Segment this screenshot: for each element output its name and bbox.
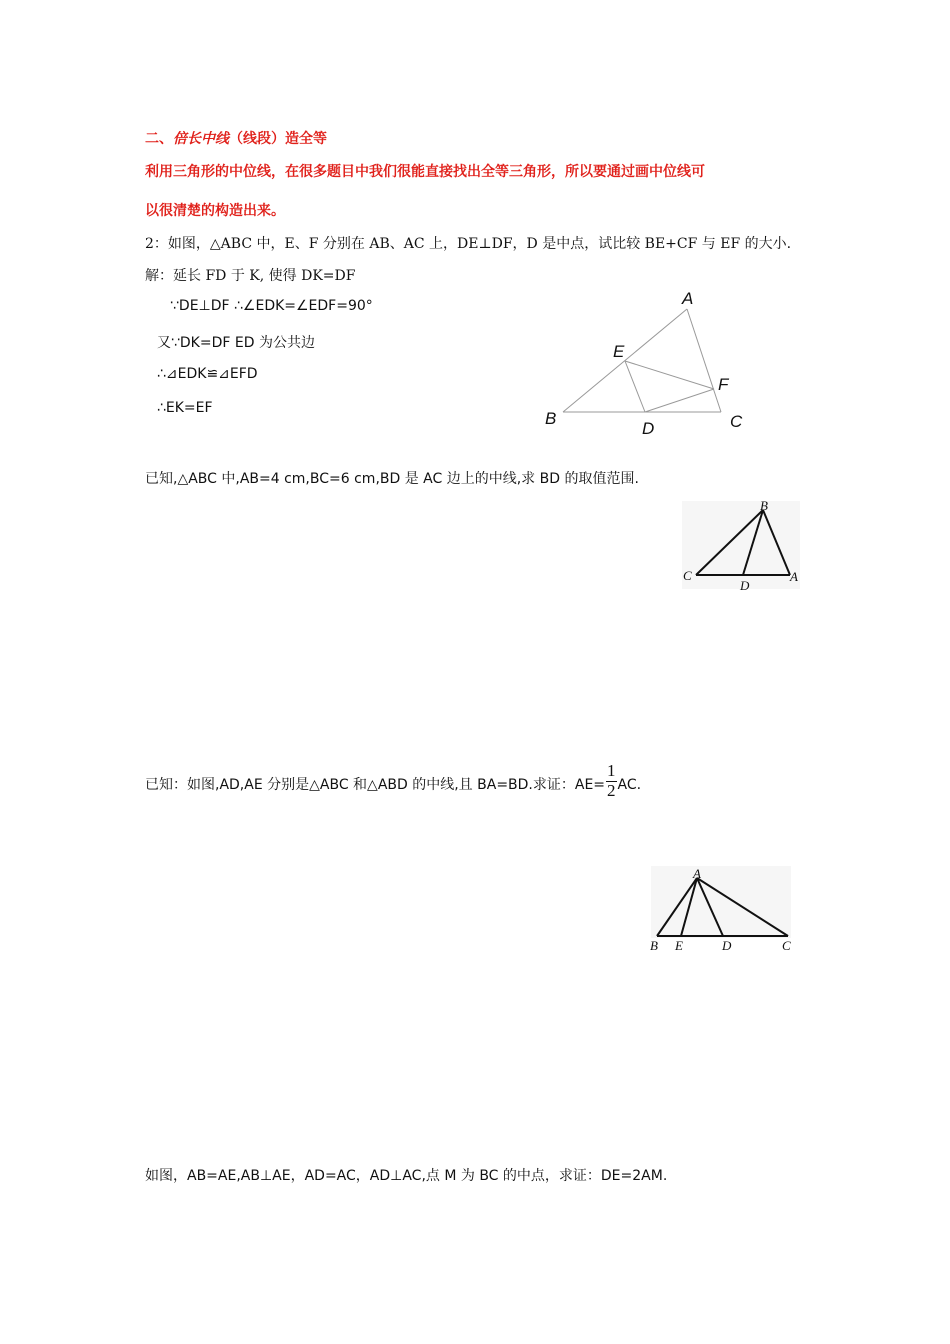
problem2-solution-intro: 解：延长 FD 于 K, 使得 DK=DF <box>145 268 356 284</box>
fraction-numerator: 1 <box>607 761 616 780</box>
problem3-figure <box>678 497 803 593</box>
section-number: 二、 <box>145 131 173 147</box>
problem2-figure <box>530 285 770 440</box>
label-d: D <box>722 938 732 953</box>
segment-ba <box>563 309 687 412</box>
label-e: E <box>613 342 625 361</box>
problem2-statement: 2：如图，△ABC 中，E、F 分别在 AB、AC 上，DE⊥DF，D 是中点，试比较 BE+CF 与 EF 的大小. <box>145 236 792 252</box>
problem5-statement: 如图，AB=AE,AB⊥AE，AD=AC，AD⊥AC,点 M 为 BC 的中点，求证：DE=2AM. <box>145 1168 668 1184</box>
label-a: A <box>790 569 798 584</box>
problem3-statement: 已知,△ABC 中,AB=4 cm,BC=6 cm,BD 是 AC 边上的中线,求 BD 的取值范围. <box>145 471 639 487</box>
label-e: E <box>675 938 683 953</box>
section-heading <box>145 128 327 148</box>
fraction-denominator: 2 <box>607 781 616 800</box>
segment-ef <box>625 361 714 389</box>
label-a: A <box>693 866 701 881</box>
label-c: C <box>730 412 743 431</box>
segment-df <box>645 389 714 412</box>
label-b: B <box>545 409 557 428</box>
problem4-statement <box>145 761 642 804</box>
label-d: D <box>740 578 750 593</box>
section-title-rest: （线段）造全等 <box>229 131 327 147</box>
fraction-one-half <box>606 762 617 800</box>
problem4-figure <box>645 862 797 954</box>
label-f: F <box>718 375 729 394</box>
label-c: C <box>683 568 692 583</box>
problem2-step1: ∵DE⊥DF ∴∠EDK=∠EDF=90° <box>170 298 373 314</box>
problem2-step3: ∴⊿EDK≌⊿EFD <box>157 366 258 382</box>
section-intro-line2: 以很清楚的构造出来。 <box>145 203 285 219</box>
label-d: D <box>642 419 655 438</box>
problem4-statement-end: AC. <box>617 777 642 793</box>
problem2-step4: ∴EK=EF <box>157 400 213 416</box>
problem4-statement-text: 已知：如图,AD,AE 分别是△ABC 和△ABD 的中线,且 BA=BD.求证：AE= <box>145 777 606 793</box>
section-intro-line1: 利用三角形的中位线，在很多题目中我们很能直接找出全等三角形，所以要通过画中位线可 <box>145 164 705 180</box>
label-b: B <box>650 938 658 953</box>
label-b: B <box>760 498 768 513</box>
label-a: A <box>682 289 694 308</box>
problem2-step2: 又∵DK=DF ED 为公共边 <box>157 335 315 351</box>
label-c: C <box>782 938 791 953</box>
section-title-emphasis: 倍长中线 <box>173 131 229 147</box>
figure-background <box>651 866 791 938</box>
segment-ed <box>625 361 645 412</box>
